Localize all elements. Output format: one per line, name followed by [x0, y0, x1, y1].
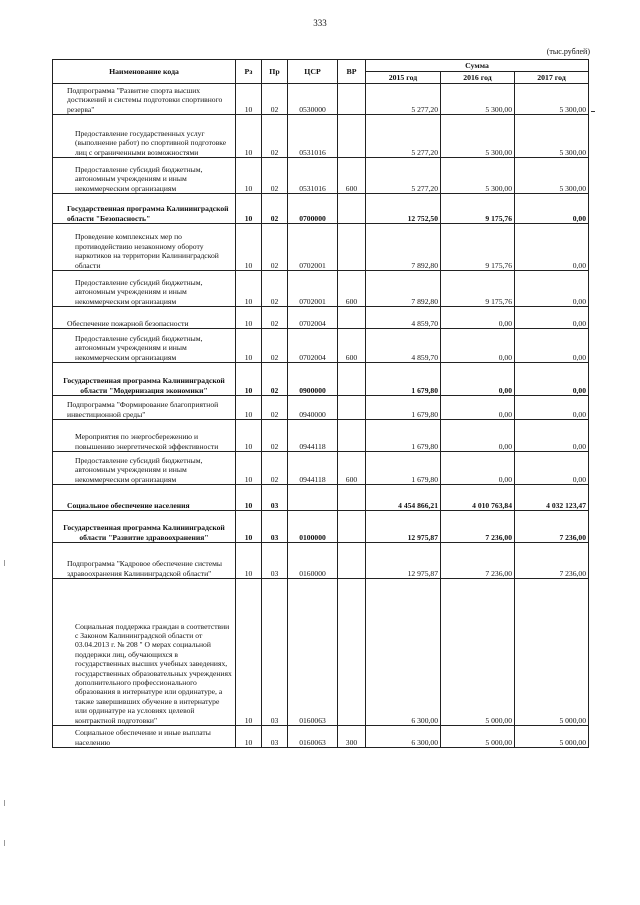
row-csr: 0700000	[288, 194, 338, 224]
row-2016: 5 300,00	[441, 115, 515, 158]
row-pr: 03	[262, 511, 288, 543]
row-2016: 4 010 763,84	[441, 485, 515, 511]
row-name: Предоставление субсидий бюджетным, автономным учреждениям и иным некоммерческим организациям	[53, 271, 236, 307]
row-2015: 4 454 866,21	[366, 485, 441, 511]
row-csr: 0944118	[288, 452, 338, 485]
row-vr	[338, 115, 366, 158]
row-name: Обеспечение пожарной безопасности	[53, 307, 236, 329]
row-csr: 0702004	[288, 329, 338, 363]
row-2015: 6 300,00	[366, 726, 441, 748]
row-2017: 0,00	[515, 307, 589, 329]
row-rz: 10	[236, 84, 262, 115]
row-2015: 5 277,20	[366, 115, 441, 158]
scan-mark	[4, 840, 5, 846]
row-csr: 0531016	[288, 115, 338, 158]
row-2015: 12 752,50	[366, 194, 441, 224]
row-pr: 02	[262, 452, 288, 485]
row-name: Социальное обеспечение населения	[53, 485, 236, 511]
row-rz: 10	[236, 329, 262, 363]
row-pr: 02	[262, 115, 288, 158]
header-2015: 2015 год	[366, 72, 441, 84]
row-rz: 10	[236, 543, 262, 579]
row-name: Социальная поддержка граждан в соответствии с Законом Калининградской области от 03.04.2013 г. № 208 " О мерах социальной поддержки лиц, обучающихся в государственных высших учебных заведениях, государственных образовательных учреждениях дополнительного профессионального образования в интернатуре или ординатуре, а также завершивших обучение в интернатуре или ординатуре на условиях целевой контрактной подготовки"	[53, 579, 236, 726]
row-2017: 7 236,00	[515, 543, 589, 579]
row-csr: 0944118	[288, 420, 338, 452]
table-row	[53, 158, 589, 194]
row-pr: 03	[262, 726, 288, 748]
table-row	[53, 271, 589, 307]
row-name: Предоставление субсидий бюджетным, автономным учреждениям и иным некоммерческим организациям	[53, 452, 236, 485]
row-name: Подпрограмма "Кадровое обеспечение системы здравоохранения Калининградской области"	[53, 543, 236, 579]
row-2015: 1 679,80	[366, 363, 441, 396]
row-2015: 4 859,70	[366, 307, 441, 329]
row-2015: 6 300,00	[366, 579, 441, 726]
row-2016: 5 000,00	[441, 579, 515, 726]
row-name: Подпрограмма "Развитие спорта высших достижений и системы подготовки спортивного резерва"	[53, 84, 236, 115]
scan-mark	[4, 800, 5, 806]
row-pr: 02	[262, 307, 288, 329]
row-pr: 02	[262, 84, 288, 115]
row-2017: 0,00	[515, 194, 589, 224]
row-2017: 0,00	[515, 329, 589, 363]
row-2015: 1 679,80	[366, 420, 441, 452]
row-name: Предоставление государственных услуг (выполнение работ) по спортивной подготовке лиц с ограниченными возможностями	[53, 115, 236, 158]
row-pr: 02	[262, 329, 288, 363]
row-2016: 0,00	[441, 307, 515, 329]
header-2017: 2017 год	[515, 72, 589, 84]
row-vr	[338, 543, 366, 579]
row-rz: 10	[236, 511, 262, 543]
row-2017: 5 000,00	[515, 579, 589, 726]
row-2017: 5 300,00	[515, 158, 589, 194]
row-csr	[288, 485, 338, 511]
row-2016: 7 236,00	[441, 543, 515, 579]
row-2016: 0,00	[441, 329, 515, 363]
row-2016: 0,00	[441, 420, 515, 452]
row-vr: 300	[338, 726, 366, 748]
row-name: Мероприятия по энергосбережению и повышению энергетической эффективности	[53, 420, 236, 452]
row-name: Государственная программа Калининградской области "Безопасность"	[53, 194, 236, 224]
row-vr	[338, 84, 366, 115]
row-vr	[338, 363, 366, 396]
row-2015: 12 975,87	[366, 543, 441, 579]
table-row	[53, 329, 589, 363]
table-row	[53, 396, 589, 420]
row-2016: 9 175,76	[441, 194, 515, 224]
table-row	[53, 420, 589, 452]
row-csr: 0160063	[288, 726, 338, 748]
table-row	[53, 84, 589, 115]
row-pr: 02	[262, 194, 288, 224]
row-2016: 0,00	[441, 452, 515, 485]
row-rz: 10	[236, 420, 262, 452]
row-vr	[338, 194, 366, 224]
row-rz: 10	[236, 194, 262, 224]
table-row	[53, 363, 589, 396]
row-2016: 7 236,00	[441, 511, 515, 543]
unit-note: (тыс.рублей)	[546, 47, 590, 56]
row-vr	[338, 307, 366, 329]
header-rz: Рз	[236, 60, 262, 84]
row-pr: 02	[262, 363, 288, 396]
table-row	[53, 115, 589, 158]
table-row	[53, 485, 589, 511]
row-name: Предоставление субсидий бюджетным, автономным учреждениям и иным некоммерческим организациям	[53, 158, 236, 194]
row-2017: 0,00	[515, 363, 589, 396]
row-2017: 4 032 123,47	[515, 485, 589, 511]
row-csr: 0940000	[288, 396, 338, 420]
row-csr: 0900000	[288, 363, 338, 396]
row-vr	[338, 511, 366, 543]
row-2017: 0,00	[515, 452, 589, 485]
table-row	[53, 194, 589, 224]
row-2015: 7 892,80	[366, 224, 441, 271]
header-name: Наименование кода	[53, 60, 236, 84]
table-row	[53, 543, 589, 579]
row-2017: 5 300,00	[515, 115, 589, 158]
table-row	[53, 726, 589, 748]
table-row	[53, 307, 589, 329]
row-pr: 03	[262, 579, 288, 726]
row-csr: 0100000	[288, 511, 338, 543]
row-vr: 600	[338, 158, 366, 194]
row-2016: 5 300,00	[441, 158, 515, 194]
row-2016: 0,00	[441, 363, 515, 396]
row-pr: 02	[262, 224, 288, 271]
row-pr: 03	[262, 485, 288, 511]
row-csr: 0702001	[288, 271, 338, 307]
row-rz: 10	[236, 452, 262, 485]
row-rz: 10	[236, 726, 262, 748]
budget-table	[52, 59, 589, 748]
row-rz: 10	[236, 485, 262, 511]
row-vr	[338, 485, 366, 511]
header-csr: ЦСР	[288, 60, 338, 84]
header-vr: ВР	[338, 60, 366, 84]
row-rz: 10	[236, 224, 262, 271]
row-rz: 10	[236, 158, 262, 194]
row-csr: 0531016	[288, 158, 338, 194]
table-row	[53, 224, 589, 271]
row-pr: 03	[262, 543, 288, 579]
row-2017: 0,00	[515, 224, 589, 271]
row-vr	[338, 420, 366, 452]
header-sum: Сумма	[366, 60, 589, 72]
header-2016: 2016 год	[441, 72, 515, 84]
row-2017: 7 236,00	[515, 511, 589, 543]
row-name: Социальное обеспечение и иные выплаты населению	[53, 726, 236, 748]
row-name: Подпрограмма "Формирование благоприятной инвестиционной среды"	[53, 396, 236, 420]
row-pr: 02	[262, 420, 288, 452]
row-csr: 0160063	[288, 579, 338, 726]
row-2015: 1 679,80	[366, 396, 441, 420]
row-pr: 02	[262, 271, 288, 307]
row-vr: 600	[338, 271, 366, 307]
row-pr: 02	[262, 396, 288, 420]
header-pr: Пр	[262, 60, 288, 84]
row-csr: 0702001	[288, 224, 338, 271]
row-name: Предоставление субсидий бюджетным, автономным учреждениям и иным некоммерческим организациям	[53, 329, 236, 363]
row-csr: 0160000	[288, 543, 338, 579]
row-vr	[338, 224, 366, 271]
row-2015: 5 277,20	[366, 84, 441, 115]
row-vr	[338, 579, 366, 726]
row-2016: 0,00	[441, 396, 515, 420]
table-row	[53, 452, 589, 485]
row-rz: 10	[236, 115, 262, 158]
row-2016: 5 300,00	[441, 84, 515, 115]
scan-mark	[4, 560, 5, 566]
table-row	[53, 579, 589, 726]
row-2016: 9 175,76	[441, 224, 515, 271]
row-2015: 5 277,20	[366, 158, 441, 194]
row-2017: 5 300,00	[515, 84, 589, 115]
row-rz: 10	[236, 396, 262, 420]
row-2015: 7 892,80	[366, 271, 441, 307]
row-2015: 4 859,70	[366, 329, 441, 363]
row-2017: 0,00	[515, 271, 589, 307]
row-csr: 0702004	[288, 307, 338, 329]
row-name: Проведение комплексных мер по противодействию незаконному обороту наркотиков на территории Калининградской области	[53, 224, 236, 271]
row-rz: 10	[236, 271, 262, 307]
row-2017: 0,00	[515, 396, 589, 420]
row-name: Государственная программа Калининградской области "Развитие здравоохранения"	[53, 511, 236, 543]
table-row	[53, 511, 589, 543]
row-2017: 0,00	[515, 420, 589, 452]
row-vr: 600	[338, 452, 366, 485]
row-2016: 9 175,76	[441, 271, 515, 307]
row-rz: 10	[236, 307, 262, 329]
row-rz: 10	[236, 579, 262, 726]
row-pr: 02	[262, 158, 288, 194]
row-2017: 5 000,00	[515, 726, 589, 748]
margin-dash	[591, 111, 595, 112]
row-name: Государственная программа Калининградской области "Модернизация экономики"	[53, 363, 236, 396]
row-2015: 12 975,87	[366, 511, 441, 543]
row-2016: 5 000,00	[441, 726, 515, 748]
row-vr	[338, 396, 366, 420]
page-number: 333	[313, 18, 327, 28]
row-rz: 10	[236, 363, 262, 396]
row-csr: 0530000	[288, 84, 338, 115]
row-vr: 600	[338, 329, 366, 363]
row-2015: 1 679,80	[366, 452, 441, 485]
